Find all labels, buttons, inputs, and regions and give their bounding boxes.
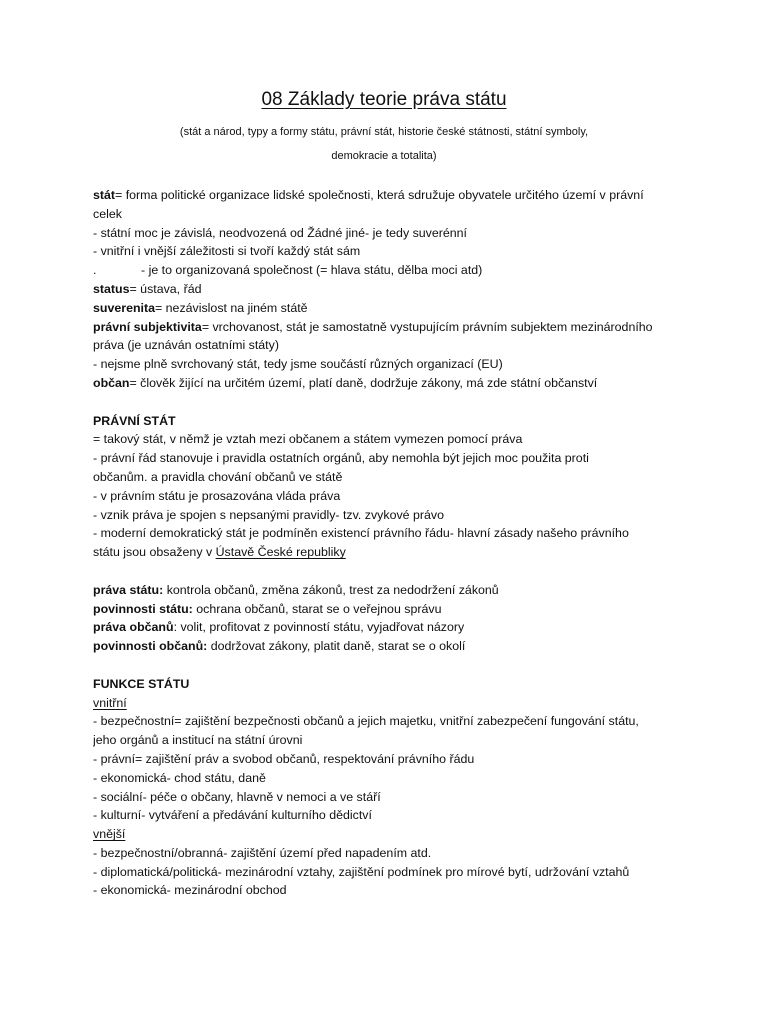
text-line: - diplomatická/politická- mezinárodní vztahy, zajištění podmínek pro mírové bytí, udržování vztahů: [93, 864, 630, 879]
spacer: [93, 656, 693, 675]
text-line: - právní= zajištění práv a svobod občanů, respektování právního řádu: [93, 751, 475, 766]
bullet-dot: .: [93, 263, 97, 278]
document-body: [93, 186, 693, 900]
text-line: [93, 299, 693, 318]
text-line: [93, 543, 693, 562]
definition: ochrana občanů, starat se o veřejnou správu: [192, 601, 442, 616]
definition: kontrola občanů, změna zákonů, trest za nedodržení zákonů: [163, 582, 499, 597]
text-line: [93, 600, 693, 619]
term: stát: [93, 188, 116, 202]
text-line: - vnitřní i vnější záležitosti si tvoří každý stát sám: [93, 244, 361, 259]
text-line: celek: [93, 206, 122, 221]
text-line: [93, 261, 693, 280]
definition: = nezávislost na jiném státě: [154, 300, 308, 315]
text-line: [93, 186, 693, 205]
text-line: - právní řád stanovuje i pravidla ostatních orgánů, aby nemohla být jejich moc použita proti: [93, 451, 589, 466]
definition: = vrchovanost, stát je samostatně vystupujícím právním subjektem mezinárodního: [201, 319, 653, 334]
text-line: - bezpečnostní= zajištění bezpečnosti občanů a jejich majetku, vnitřní zabezpečení fungování státu,: [93, 714, 639, 729]
term: práva občanů: [93, 620, 174, 635]
line-text: státu jsou obsaženy v: [93, 545, 216, 560]
text-line: - nejsme plně svrchovaný stát, tedy jsme součástí různých organizací (EU): [93, 357, 503, 372]
term: práva státu:: [93, 582, 164, 597]
definition: = forma politické organizace lidské společnosti, která sdružuje obyvatele určitého území v právní: [115, 188, 644, 202]
term: suverenita: [93, 300, 155, 315]
subtitle-line-2: demokracie a totalita): [331, 150, 437, 162]
term: občan: [93, 375, 130, 390]
text-line: - ekonomická- chod státu, daně: [93, 770, 266, 785]
text-line: - kulturní- vytváření a předávání kulturního dědictví: [93, 808, 372, 823]
text-line: = takový stát, v němž je vztah mezi občanem a státem vymezen pomocí práva: [93, 432, 523, 447]
text-line: [93, 581, 693, 600]
definition: = ústava, řád: [129, 281, 202, 296]
subsection-heading: vnitřní: [93, 695, 127, 710]
text-line: [93, 637, 693, 656]
text-line: - v právním státu je prosazována vláda práva: [93, 488, 341, 503]
text-line: - sociální- péče o občany, hlavně v nemoci a ve stáří: [93, 789, 381, 804]
definition: = člověk žijící na určitém území, platí daně, dodržuje zákony, má zde státní občanství: [129, 375, 598, 390]
text-line: jeho orgánů a institucí na státní úrovni: [93, 733, 303, 748]
text-line: [93, 280, 693, 299]
term: status: [93, 281, 130, 296]
text-line: - ekonomická- mezinárodní obchod: [93, 883, 287, 898]
term: právní subjektivita: [93, 319, 202, 334]
section-heading: FUNKCE STÁTU: [93, 676, 190, 691]
definition: dodržovat zákony, platit daně, starat se o okolí: [207, 639, 466, 654]
subsection-heading: vnější: [93, 827, 126, 842]
text-line: - moderní demokratický stát je podmíněn existencí právního řádu- hlavní zásady našeho právního: [93, 526, 629, 541]
constitution-link[interactable]: Ústavě České republiky: [215, 545, 346, 560]
line-text: - je to organizovaná společnost (= hlava státu, dělba moci atd): [141, 263, 483, 278]
spacer: [93, 562, 693, 581]
page-title: 08 Základy teorie práva státu: [261, 89, 507, 110]
subtitle-line-1: (stát a národ, typy a formy státu, právní stát, historie české státnosti, státní symboly,: [179, 126, 589, 138]
term: povinnosti státu:: [93, 601, 193, 616]
text-line: občanům. a pravidla chování občanů ve státě: [93, 469, 343, 484]
text-line: práva (je uznáván ostatními státy): [93, 338, 279, 353]
text-line: [93, 318, 693, 337]
text-line: [93, 618, 693, 637]
text-line: [93, 374, 693, 393]
text-line: - státní moc je závislá, neodvozená od Žádné jiné- je tedy suverénní: [93, 225, 467, 240]
text-line: - vznik práva je spojen s nepsanými pravidly- tzv. zvykové právo: [93, 507, 444, 522]
section-heading: PRÁVNÍ STÁT: [93, 413, 176, 428]
text-line: - bezpečnostní/obranná- zajištění území před napadením atd.: [93, 845, 432, 860]
definition: : volit, profitovat z povinností státu, vyjadřovat názory: [173, 620, 465, 635]
term: povinnosti občanů:: [93, 639, 208, 654]
spacer: [93, 393, 693, 412]
